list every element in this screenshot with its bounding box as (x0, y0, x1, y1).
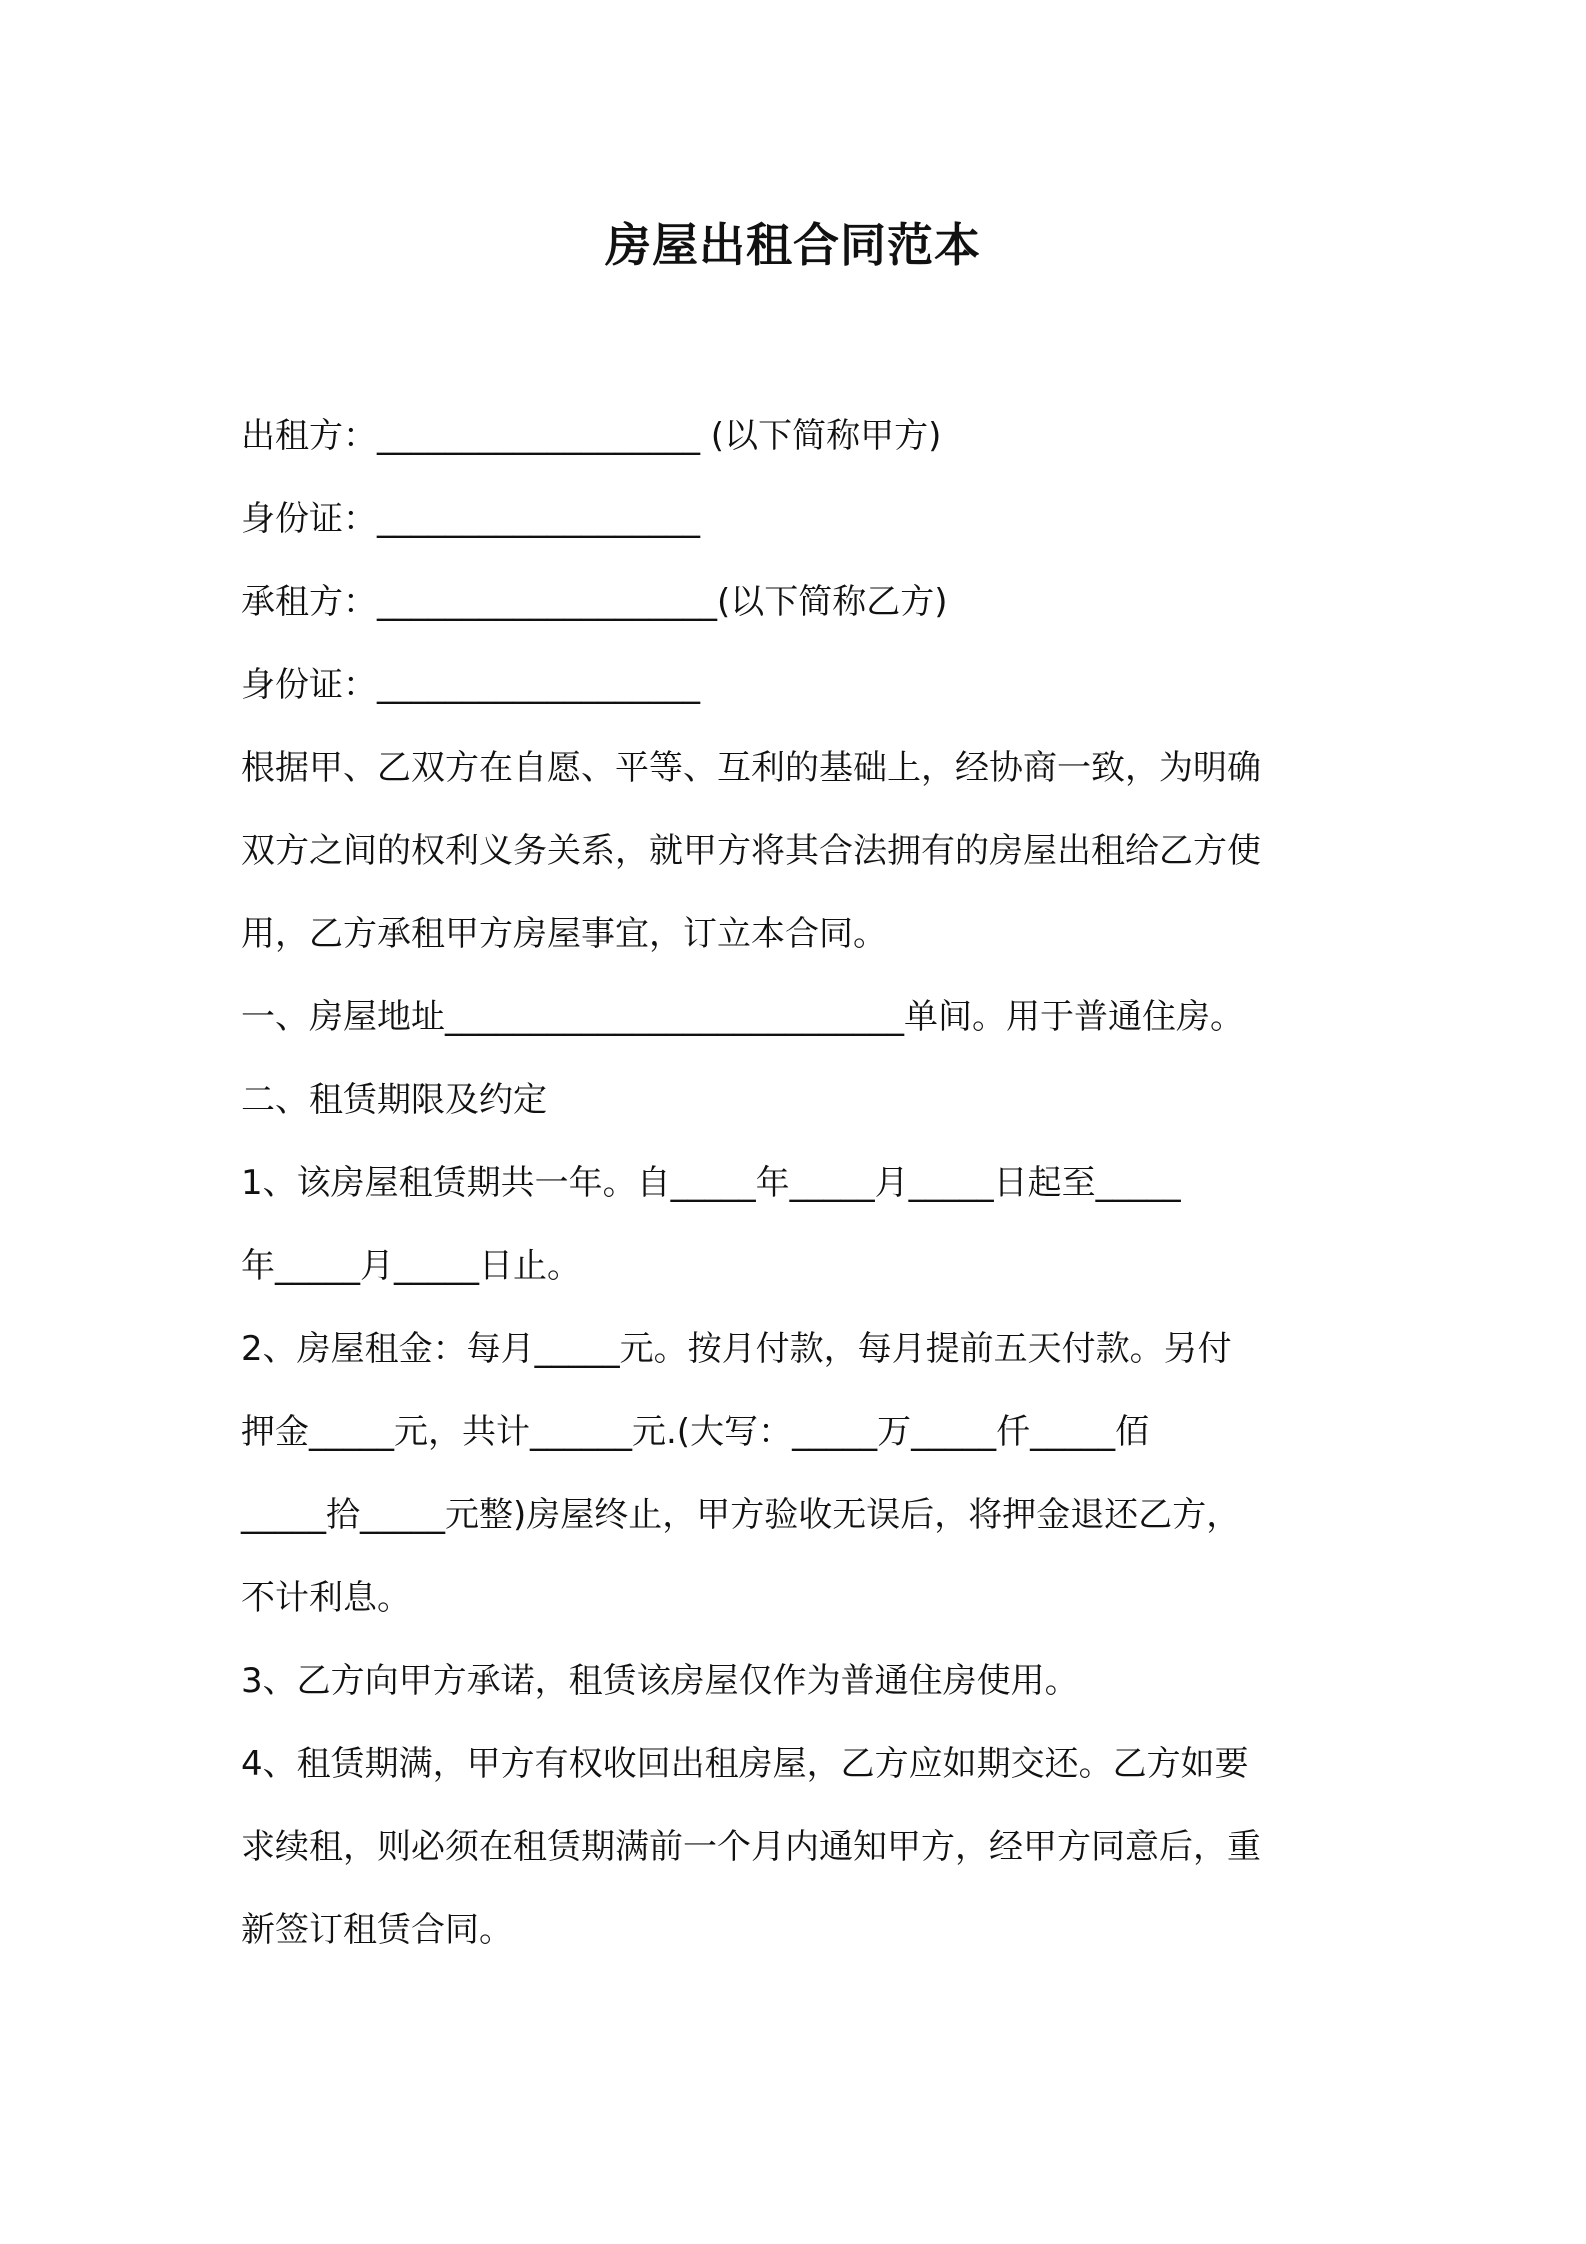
term-item-2-line-4: 不计利息。 (241, 1578, 411, 1618)
preamble-line-3: 用，乙方承租甲方房屋事宜，订立本合同。 (241, 914, 887, 954)
term-item-2-line-1: 2、房屋租金：每月_____元。按月付款，每月提前五天付款。另付 (241, 1329, 1232, 1369)
term-item-4-line-1: 4、租赁期满，甲方有权收回出租房屋，乙方应如期交还。乙方如要 (241, 1744, 1249, 1784)
preamble-line-1: 根据甲、乙双方在自愿、平等、互利的基础上，经协商一致，为明确 (241, 748, 1261, 788)
document-title: 房屋出租合同范本 (605, 218, 981, 272)
tenant-line: 承租方：____________________(以下简称乙方) (241, 582, 948, 622)
term-item-3: 3、乙方向甲方承诺，租赁该房屋仅作为普通住房使用。 (241, 1661, 1079, 1701)
clause-term-heading: 二、租赁期限及约定 (241, 1080, 547, 1120)
term-item-1-line-1: 1、该房屋租赁期共一年。自_____年_____月_____日起至_____ (241, 1163, 1181, 1203)
term-item-2-line-2: 押金_____元，共计______元.(大写：_____万_____仟_____佰 (241, 1412, 1150, 1452)
preamble-line-2: 双方之间的权利义务关系，就甲方将其合法拥有的房屋出租给乙方使 (241, 831, 1261, 871)
clause-address: 一、房屋地址___________________________单间。用于普通住房。 (241, 997, 1244, 1037)
landlord-id-line: 身份证：___________________ (241, 499, 700, 539)
tenant-id-line: 身份证：___________________ (241, 665, 700, 705)
document-body (241, 395, 1361, 1972)
term-item-4-line-3: 新签订租赁合同。 (241, 1910, 513, 1950)
term-item-4-line-2: 求续租，则必须在租赁期满前一个月内通知甲方，经甲方同意后，重 (241, 1827, 1261, 1867)
landlord-line: 出租方：___________________ (以下简称甲方) (241, 416, 942, 456)
term-item-2-line-3: _____拾_____元整)房屋终止，甲方验收无误后，将押金退还乙方， (241, 1495, 1241, 1535)
term-item-1-line-2: 年_____月_____日止。 (241, 1246, 581, 1286)
